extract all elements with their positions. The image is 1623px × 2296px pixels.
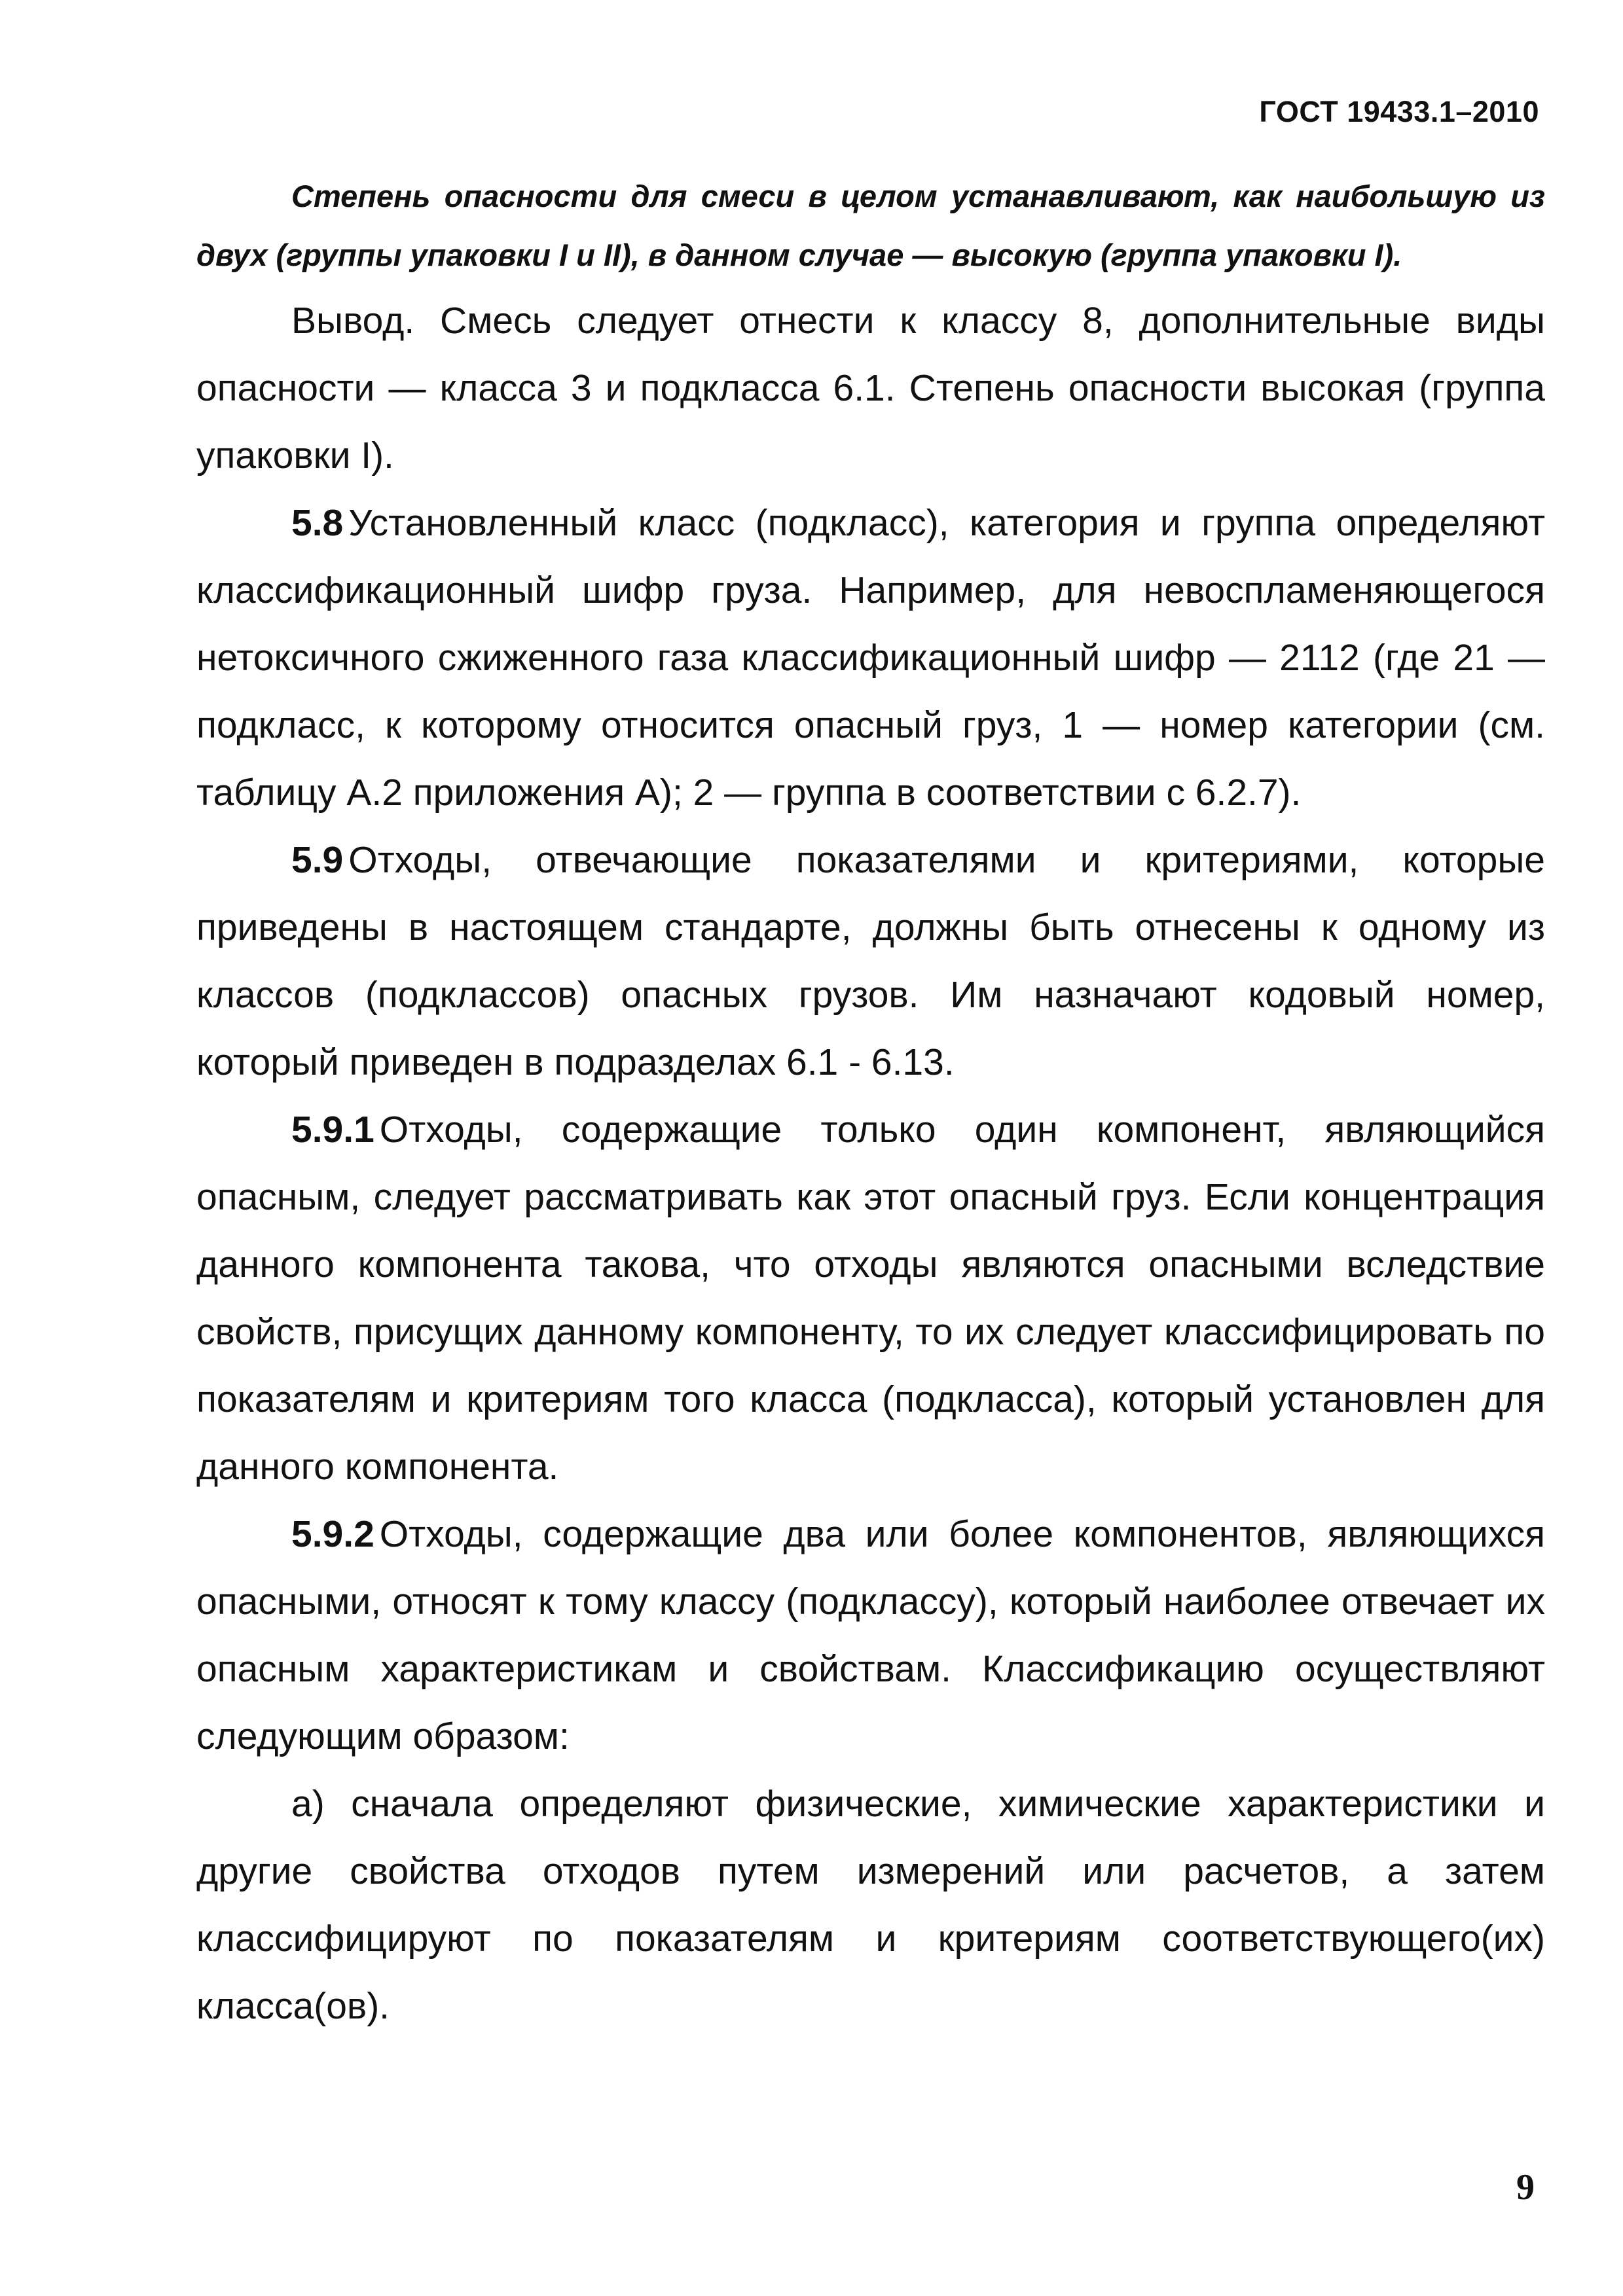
clause-text: Отходы, отвечающие показателями и критериями, которые приведены в настоящем стандарте, должны быть отнесены к одному из классов (подклассов) опасных грузов. Им назначают кодовый номер, который приведен в подразделах 6.1 - 6.13. — [196, 839, 1545, 1083]
hazard-degree-note: Степень опасности для смеси в целом устанавливают, как наибольшую из двух (группы упаковки I и II), в данном случае — высокую (группа упаковки I). — [196, 179, 1545, 272]
clause-5-8 — [196, 490, 1545, 827]
clause-text: Установленный класс (подкласс), категория и группа определяют классификационный шифр груза. Например, для невоспламеняющегося нетоксичного сжиженного газа классификационный шифр — 2112 (где 21 — подкласс, к которому относится опасный груз, 1 — номер категории (см. таблицу А.2 приложения А); 2 — группа в соответствии с 6.2.7). — [196, 502, 1545, 814]
clause-text: Отходы, содержащие два или более компонентов, являющихся опасными, относят к тому классу (подклассу), который наиболее отвечает их опасным характеристикам и свойствам. Классификацию осуществляют следующим образом: — [196, 1513, 1545, 1757]
clause-number: 5.8 — [291, 502, 344, 544]
clause-5-9-1 — [196, 1096, 1545, 1501]
clause-number: 5.9.1 — [291, 1109, 374, 1151]
conclusion-paragraph: Вывод. Смесь следует отнести к классу 8, дополнительные виды опасности — класса 3 и подкласса 6.1. Степень опасности высокая (группа упаковки I). — [196, 300, 1545, 476]
clause-number: 5.9 — [291, 839, 344, 881]
clause-number: 5.9.2 — [291, 1513, 374, 1555]
clause-5-9-2 — [196, 1501, 1545, 1770]
list-item-a: а) сначала определяют физические, химические характеристики и другие свойства отходов путем измерений или расчетов, а затем классифицируют по показателям и критериям соответствующего(их) класса(ов). — [196, 1783, 1545, 2027]
clause-text: Отходы, содержащие только один компонент, являющийся опасным, следует рассматривать как этот опасный груз. Если концентрация данного компонента такова, что отходы являются опасными вследствие свойств, присущих данному компоненту, то их следует классифицировать по показателям и критериям того класса (подкласса), который установлен для данного компонента. — [196, 1109, 1545, 1488]
page-content — [196, 167, 1545, 2040]
document-id-header: ГОСТ 19433.1–2010 — [1259, 95, 1539, 128]
clause-5-9 — [196, 827, 1545, 1096]
page-number: 9 — [1516, 2167, 1535, 2208]
